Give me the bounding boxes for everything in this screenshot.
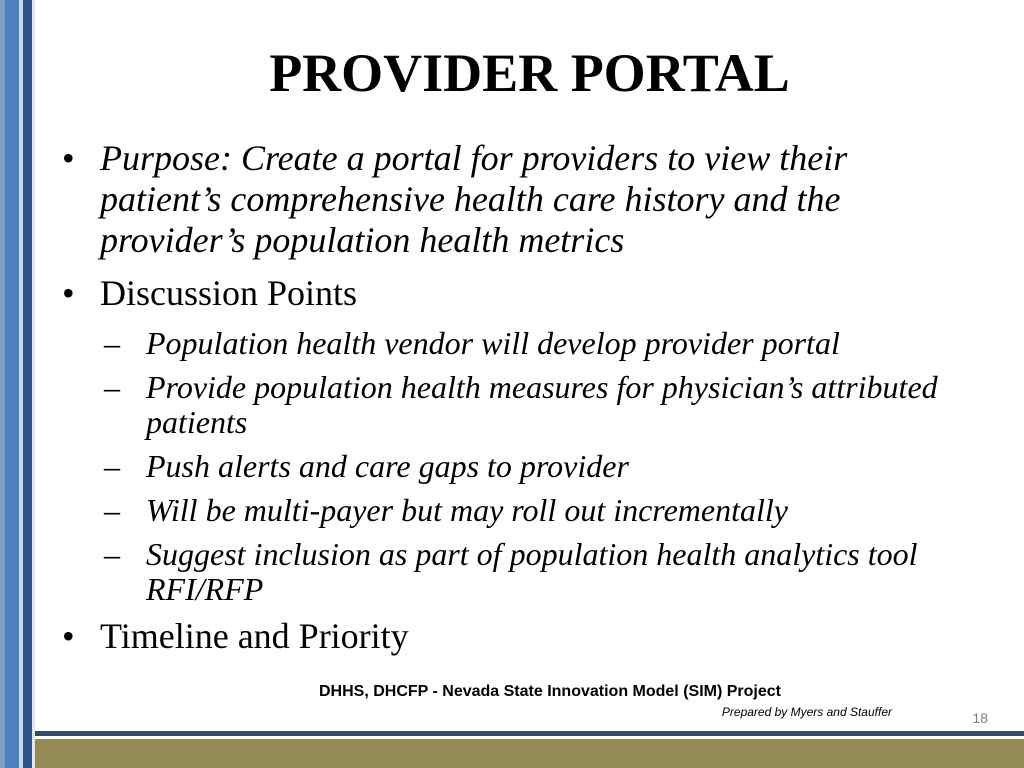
footer-prepared-by: Prepared by Myers and Stauffer — [721, 705, 892, 719]
left-accent-bar-inner — [32, 0, 35, 768]
sub-bullet — [60, 326, 960, 361]
bullet-discussion — [60, 273, 960, 314]
bullet-icon: • — [62, 138, 75, 178]
sub-bullet-text: Population health vendor will develop provider portal — [146, 325, 840, 361]
sub-bullet — [60, 449, 960, 484]
slide-content — [60, 138, 960, 669]
slide-title: PROVIDER PORTAL — [269, 43, 790, 103]
dash-icon: – — [104, 448, 120, 484]
bottom-accent-bar — [35, 739, 1024, 768]
left-accent-bar-dark — [23, 0, 32, 768]
sub-bullet-text: Push alerts and care gaps to provider — [146, 448, 629, 484]
bullet-discussion-text: Discussion Points — [100, 273, 358, 313]
left-accent-bar — [5, 0, 19, 768]
sub-bullet-text: Will be multi-payer but may roll out incrementally — [146, 492, 788, 528]
sub-bullet-text: Suggest inclusion as part of population health analytics tool RFI/RFP — [146, 536, 918, 607]
bullet-purpose — [60, 138, 960, 261]
footer-project-name: DHHS, DHCFP - Nevada State Innovation Model (SIM) Project — [319, 683, 781, 700]
bullet-icon: • — [62, 616, 75, 656]
bullet-purpose-text: Purpose: Create a portal for providers to view their patient’s comprehensive health care history and the provider’s population health metrics — [100, 138, 848, 260]
dash-icon: – — [104, 536, 120, 572]
sub-bullet — [60, 537, 960, 607]
bullet-timeline-text: Timeline and Priority — [100, 616, 409, 656]
dash-icon: – — [104, 369, 120, 405]
dash-icon: – — [104, 325, 120, 361]
dash-icon: – — [104, 492, 120, 528]
bullet-timeline — [60, 616, 960, 657]
sub-bullet-text: Provide population health measures for physician’s attributed patients — [146, 369, 938, 440]
page-number: 18 — [972, 710, 988, 726]
bullet-icon: • — [62, 273, 75, 313]
sub-bullet — [60, 493, 960, 528]
sub-bullet — [60, 370, 960, 440]
